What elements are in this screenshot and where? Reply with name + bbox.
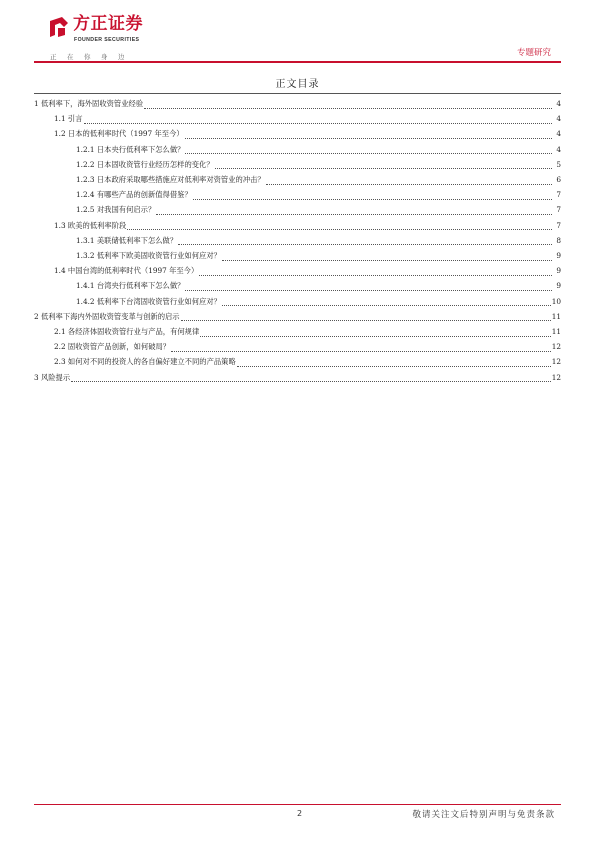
toc-entry-page: 11 — [551, 311, 561, 321]
footer-divider — [34, 804, 561, 805]
toc-dot-leader — [222, 252, 552, 261]
toc-entry-label: 1.3 欧美的低利率阶段 — [54, 220, 127, 230]
toc-entry[interactable] — [54, 341, 561, 353]
toc-entry-label: 2.1 各经济体固收资管行业与产品，有何规律 — [54, 327, 200, 336]
slogan-char: 边 — [118, 53, 125, 61]
toc-entry[interactable] — [76, 174, 561, 186]
toc-entry-label: 1.3.2 低利率下欧美固收资管行业如何应对？ — [76, 251, 221, 260]
toc-entry[interactable] — [76, 189, 561, 201]
toc-entry-label: 1.4.2 低利率下台湾固收资管行业如何应对？ — [76, 296, 221, 306]
toc-entry-page: 8 — [556, 235, 561, 245]
toc-entry[interactable] — [54, 220, 561, 232]
slogan-char: 身 — [101, 53, 108, 61]
toc-entry[interactable] — [76, 280, 561, 292]
toc-dot-leader — [171, 343, 551, 352]
toc-entry-page: 7 — [556, 190, 561, 200]
header-divider — [34, 61, 561, 63]
toc-entry-label: 2 低利率下海内外固收资管变革与创新的启示 — [34, 311, 180, 321]
toc-dot-leader — [181, 312, 551, 321]
founder-logo-icon — [48, 15, 70, 39]
toc-entry[interactable] — [76, 144, 561, 156]
toc-dot-leader — [156, 206, 552, 215]
toc-entry-label: 1.2.4 有哪些产品的创新值得借鉴？ — [76, 190, 192, 200]
disclaimer-link[interactable]: 敬请关注文后特别声明与免责条款 — [412, 810, 555, 820]
toc-entry-page: 4 — [556, 129, 561, 139]
toc-entry-page: 12 — [551, 357, 561, 367]
toc-dot-leader — [144, 100, 552, 109]
page-number: 2 — [297, 809, 303, 818]
toc-entry[interactable] — [54, 326, 561, 338]
logo-text: 方正证券 — [73, 14, 143, 34]
toc-entry-label: 1.2 日本的低利率时代（1997 年至今） — [54, 129, 184, 139]
slogan-char: 正 — [50, 53, 57, 61]
toc-dot-leader — [193, 191, 552, 200]
toc-entry-page: 9 — [556, 281, 561, 291]
toc-dot-leader — [178, 236, 552, 245]
toc-entry[interactable] — [54, 128, 561, 140]
toc-entry[interactable] — [76, 159, 561, 171]
toc-dot-leader — [185, 130, 552, 139]
toc-entry[interactable] — [54, 265, 561, 277]
slogan — [50, 52, 135, 61]
toc-entry-label: 1.2.2 日本固收资管行业经历怎样的变化？ — [76, 159, 214, 169]
toc-dot-leader — [127, 221, 552, 230]
toc-entry[interactable] — [76, 250, 561, 262]
toc-entry-page: 9 — [556, 266, 561, 276]
toc-entry-label: 2.2 固收资管产品创新，如何破局？ — [54, 342, 171, 352]
toc-entry[interactable] — [34, 311, 561, 323]
toc-entry-label: 1.2.5 对我国有何启示？ — [76, 205, 156, 215]
toc-entry-label: 1 低利率下，海外固收资管业经验 — [34, 99, 144, 108]
toc-entry-page: 4 — [556, 99, 561, 108]
toc-entry-page: 4 — [556, 144, 561, 154]
toc-entry-label: 1.1 引言 — [54, 114, 83, 124]
toc-dot-leader — [199, 267, 552, 276]
toc-entry-page: 6 — [556, 175, 561, 184]
toc-dot-leader — [266, 176, 552, 185]
toc-entry-label: 1.4.1 台湾央行低利率下怎么做？ — [76, 281, 185, 291]
toc-dot-leader — [185, 282, 552, 291]
toc-entry[interactable] — [76, 296, 561, 308]
toc-entry-page: 5 — [556, 159, 561, 169]
toc-entry-label: 1.2.1 日本央行低利率下怎么做？ — [76, 144, 185, 154]
report-type-label: 专题研究 — [516, 48, 551, 58]
toc-entry[interactable] — [34, 372, 561, 384]
toc-dot-leader — [200, 328, 550, 337]
toc-entry-page: 4 — [556, 114, 561, 124]
logo-english-text: FOUNDER SECURITIES — [74, 37, 140, 43]
slogan-char: 你 — [84, 53, 91, 61]
toc-entry[interactable] — [54, 113, 561, 125]
toc-dot-leader — [84, 115, 552, 124]
toc-entry-page: 7 — [556, 220, 561, 230]
page-header — [0, 0, 595, 66]
toc-dot-leader — [185, 145, 552, 154]
toc-entry-label: 1.2.3 日本政府采取哪些措施应对低利率对资管业的冲击？ — [76, 175, 265, 184]
toc-entry-page: 9 — [556, 251, 561, 260]
toc-entry[interactable] — [76, 235, 561, 247]
toc-entry[interactable] — [54, 356, 561, 368]
toc-dot-leader — [237, 358, 551, 367]
toc-entry-label: 1.3.1 美联储低利率下怎么做？ — [76, 235, 178, 245]
toc-entry-label: 2.3 如何对不同的投资人的各自偏好建立不同的产品策略 — [54, 357, 236, 367]
slogan-char: 在 — [67, 53, 74, 61]
toc-entry-label: 3 风险提示 — [34, 372, 71, 382]
toc-entry[interactable] — [76, 204, 561, 216]
toc-entry-page: 12 — [551, 372, 561, 382]
toc-dot-leader — [222, 297, 551, 306]
toc-entry-page: 7 — [556, 205, 561, 215]
toc-title-divider — [34, 93, 561, 94]
toc-dot-leader — [215, 160, 552, 169]
toc-dot-leader — [71, 373, 551, 382]
toc-entry-page: 10 — [551, 296, 561, 306]
toc-entry-page: 11 — [551, 327, 561, 336]
toc-title: 正文目录 — [275, 79, 320, 90]
toc-entry-label: 1.4 中国台湾的低利率时代（1997 年至今） — [54, 266, 199, 276]
toc-entry-page: 12 — [551, 342, 561, 352]
toc-entry[interactable] — [34, 98, 561, 110]
